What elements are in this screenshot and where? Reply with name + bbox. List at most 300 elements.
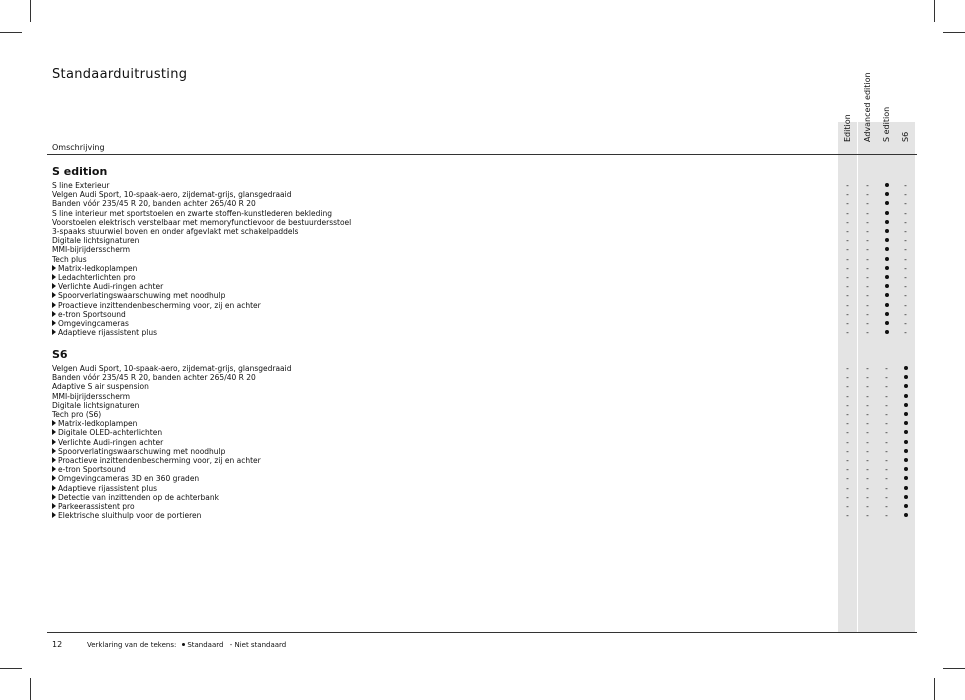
column-header-s6: S6 bbox=[900, 131, 910, 142]
not-standard-mark: - bbox=[866, 437, 869, 447]
bullet-icon bbox=[885, 229, 889, 233]
table-row bbox=[52, 373, 917, 382]
bullet-icon bbox=[885, 293, 889, 297]
bullet-icon bbox=[885, 220, 889, 224]
not-standard-mark: - bbox=[885, 410, 888, 419]
not-standard-mark: - bbox=[866, 328, 869, 338]
bullet-icon bbox=[885, 247, 889, 251]
row-label bbox=[52, 373, 256, 382]
row-label-text: MMI-bijrijdersscherm bbox=[52, 391, 131, 401]
row-label bbox=[52, 291, 225, 300]
row-label-text: Digitale lichtsignaturen bbox=[52, 236, 140, 246]
row-label-text: S line interieur met sportstoelen en zwarte stoffen-kunstlederen bekleding bbox=[52, 208, 332, 218]
not-standard-mark: - bbox=[904, 254, 907, 264]
not-standard-mark: - bbox=[866, 511, 869, 521]
not-standard-mark: - bbox=[866, 199, 869, 209]
triangle-bullet-icon bbox=[52, 457, 56, 463]
bullet-icon bbox=[885, 330, 889, 334]
triangle-bullet-icon bbox=[52, 503, 56, 509]
legend bbox=[87, 641, 286, 649]
not-standard-mark: - bbox=[866, 364, 869, 373]
not-standard-mark: - bbox=[904, 217, 907, 227]
not-standard-mark: - bbox=[866, 446, 869, 456]
not-standard-mark: - bbox=[846, 319, 849, 328]
bullet-icon bbox=[904, 440, 908, 444]
standard-dot-icon bbox=[877, 218, 896, 227]
not-standard-mark: - bbox=[866, 502, 869, 511]
standard-dot-icon bbox=[896, 428, 915, 437]
not-standard-mark: - bbox=[904, 190, 907, 200]
bullet-icon bbox=[885, 284, 889, 288]
standard-dot-icon bbox=[896, 364, 915, 373]
section-title: S6 bbox=[52, 348, 68, 361]
triangle-bullet-icon bbox=[52, 512, 56, 518]
not-standard-mark: - bbox=[846, 300, 849, 310]
row-label-text: MMI-bijrijdersscherm bbox=[52, 245, 131, 255]
not-standard-mark: - bbox=[885, 483, 888, 493]
not-standard-mark: - bbox=[846, 254, 849, 264]
table-row bbox=[52, 474, 917, 483]
not-standard-mark: - bbox=[846, 236, 849, 246]
not-standard-mark: - bbox=[866, 300, 869, 310]
row-label-text: S line Exterieur bbox=[52, 181, 110, 190]
bullet-icon bbox=[904, 366, 908, 370]
standard-dot-icon bbox=[896, 465, 915, 474]
crop-mark bbox=[934, 0, 935, 22]
not-standard-mark: - bbox=[846, 282, 849, 292]
not-standard-mark: - bbox=[904, 309, 907, 319]
not-standard-mark: - bbox=[885, 364, 888, 373]
legend-text: Verklaring van de tekens: bbox=[87, 641, 177, 649]
row-label-text: Spoorverlatingswaarschuwing met noodhulp bbox=[58, 291, 226, 301]
bullet-icon bbox=[904, 421, 908, 425]
bullet-icon bbox=[885, 201, 889, 205]
not-standard-mark: - bbox=[904, 291, 907, 301]
triangle-bullet-icon bbox=[52, 429, 56, 435]
bullet-icon bbox=[904, 504, 908, 508]
row-label bbox=[52, 319, 129, 328]
not-standard-mark: - bbox=[904, 328, 907, 338]
standard-dot-icon bbox=[877, 199, 896, 208]
bullet-icon bbox=[904, 476, 908, 480]
bullet-icon bbox=[904, 403, 908, 407]
bullet-icon bbox=[885, 275, 889, 279]
not-standard-mark: - bbox=[885, 428, 888, 438]
row-label bbox=[52, 273, 136, 282]
row-label bbox=[52, 328, 157, 337]
standard-dot-icon bbox=[896, 447, 915, 456]
description-header: Omschrijving bbox=[52, 143, 105, 152]
row-label-text: Parkeerassistent pro bbox=[58, 502, 135, 511]
triangle-bullet-icon bbox=[52, 274, 56, 280]
row-label bbox=[52, 282, 163, 291]
not-standard-mark: - bbox=[866, 309, 869, 319]
row-label-text: Adaptive S air suspension bbox=[52, 382, 149, 392]
standard-dot-icon bbox=[896, 502, 915, 511]
not-standard-mark: - bbox=[885, 502, 888, 511]
bullet-icon bbox=[904, 513, 908, 517]
not-standard-mark: - bbox=[846, 263, 849, 273]
row-label bbox=[52, 484, 157, 493]
legend-not-standard: - Niet standaard bbox=[229, 641, 287, 649]
triangle-bullet-icon bbox=[52, 283, 56, 289]
not-standard-mark: - bbox=[846, 273, 849, 282]
row-label bbox=[52, 181, 109, 190]
not-standard-mark: - bbox=[846, 419, 849, 429]
standard-dot-icon bbox=[877, 255, 896, 264]
bullet-icon bbox=[885, 266, 889, 270]
column-header-advanced-edition: Advanced edition bbox=[862, 72, 872, 142]
row-label bbox=[52, 456, 261, 465]
standard-dot-icon bbox=[877, 310, 896, 319]
row-label-text: 3-spaaks stuurwiel boven en onder afgevlakt met schakelpaddels bbox=[52, 227, 299, 236]
row-label bbox=[52, 190, 292, 199]
bullet-icon bbox=[904, 394, 908, 398]
standard-dot-icon bbox=[896, 456, 915, 465]
legend-standard: Standaard bbox=[187, 641, 224, 649]
row-label-text: Voorstoelen elektrisch verstelbaar met memoryfunctievoor de bestuurdersstoel bbox=[52, 217, 352, 227]
not-standard-mark: - bbox=[904, 199, 907, 209]
bullet-icon bbox=[904, 458, 908, 462]
bullet-icon bbox=[885, 312, 889, 316]
triangle-bullet-icon bbox=[52, 448, 56, 454]
triangle-bullet-icon bbox=[52, 302, 56, 308]
column-header-edition: Edition bbox=[842, 114, 852, 142]
standard-dot-icon bbox=[877, 319, 896, 328]
standard-dot-icon bbox=[896, 484, 915, 493]
table-row bbox=[52, 310, 917, 319]
table-row bbox=[52, 291, 917, 300]
bullet-icon bbox=[885, 257, 889, 261]
not-standard-mark: - bbox=[846, 208, 849, 218]
not-standard-mark: - bbox=[866, 245, 869, 255]
table-row bbox=[52, 392, 917, 401]
not-standard-mark: - bbox=[904, 236, 907, 246]
standard-dot-icon bbox=[896, 382, 915, 391]
standard-dot-icon bbox=[877, 190, 896, 199]
table-row bbox=[52, 282, 917, 291]
not-standard-mark: - bbox=[846, 428, 849, 438]
row-label bbox=[52, 474, 199, 483]
row-label-text: Detectie van inzittenden op de achterbank bbox=[58, 492, 219, 502]
row-label-text: Ledachterlichten pro bbox=[58, 273, 136, 282]
not-standard-mark: - bbox=[846, 492, 849, 502]
row-label bbox=[52, 364, 292, 373]
not-standard-mark: - bbox=[866, 273, 869, 282]
not-standard-mark: - bbox=[866, 465, 869, 475]
row-label-text: Adaptieve rijassistent plus bbox=[58, 328, 157, 338]
bullet-icon bbox=[885, 211, 889, 215]
not-standard-mark: - bbox=[866, 263, 869, 273]
standard-dot-icon bbox=[896, 511, 915, 520]
row-label bbox=[52, 236, 139, 245]
not-standard-mark: - bbox=[846, 364, 849, 373]
row-label-text: Digitale lichtsignaturen bbox=[52, 400, 140, 410]
not-standard-mark: - bbox=[866, 373, 869, 383]
row-label-text: Omgevingcameras 3D en 360 graden bbox=[58, 474, 200, 484]
row-label bbox=[52, 301, 261, 310]
triangle-bullet-icon bbox=[52, 292, 56, 298]
table-row bbox=[52, 502, 917, 511]
triangle-bullet-icon bbox=[52, 420, 56, 426]
row-label-text: Velgen Audi Sport, 10-spaak-aero, zijdemat-grijs, glansgedraaid bbox=[52, 190, 292, 200]
table-row bbox=[52, 181, 917, 190]
table-row bbox=[52, 484, 917, 493]
bullet-icon bbox=[904, 375, 908, 379]
not-standard-mark: - bbox=[866, 227, 869, 236]
standard-dot-icon bbox=[877, 264, 896, 273]
not-standard-mark: - bbox=[846, 227, 849, 236]
standard-dot-icon bbox=[896, 392, 915, 401]
not-standard-mark: - bbox=[866, 474, 869, 484]
not-standard-mark: - bbox=[846, 291, 849, 301]
standard-dot-icon bbox=[896, 410, 915, 419]
table-row bbox=[52, 382, 917, 391]
row-label bbox=[52, 199, 256, 208]
table-row bbox=[52, 319, 917, 328]
not-standard-mark: - bbox=[846, 474, 849, 484]
table-row bbox=[52, 218, 917, 227]
row-label-text: Proactieve inzittendenbescherming voor, zij en achter bbox=[58, 300, 261, 310]
table-row bbox=[52, 328, 917, 337]
not-standard-mark: - bbox=[846, 199, 849, 209]
row-label bbox=[52, 255, 87, 264]
not-standard-mark: - bbox=[885, 465, 888, 475]
not-standard-mark: - bbox=[904, 263, 907, 273]
crop-mark bbox=[0, 32, 22, 33]
row-label bbox=[52, 218, 351, 227]
standard-dot-icon bbox=[877, 273, 896, 282]
not-standard-mark: - bbox=[866, 410, 869, 419]
row-label-text: e-tron Sportsound bbox=[58, 309, 126, 319]
page-title: Standaarduitrusting bbox=[52, 67, 188, 82]
not-standard-mark: - bbox=[846, 483, 849, 493]
row-label-text: Tech plus bbox=[52, 254, 87, 264]
bullet-icon bbox=[885, 321, 889, 325]
row-label bbox=[52, 419, 137, 428]
table-row bbox=[52, 401, 917, 410]
not-standard-mark: - bbox=[866, 483, 869, 493]
not-standard-mark: - bbox=[904, 181, 907, 190]
triangle-bullet-icon bbox=[52, 485, 56, 491]
bullet-icon bbox=[904, 495, 908, 499]
section-title: S edition bbox=[52, 165, 108, 178]
row-label-text: Adaptieve rijassistent plus bbox=[58, 483, 157, 493]
crop-mark bbox=[0, 668, 22, 669]
standard-dot-icon bbox=[877, 181, 896, 190]
bullet-icon bbox=[182, 643, 185, 646]
not-standard-mark: - bbox=[846, 511, 849, 521]
row-label-text: Digitale OLED-achterlichten bbox=[58, 428, 163, 438]
not-standard-mark: - bbox=[885, 373, 888, 383]
bullet-icon bbox=[885, 192, 889, 196]
standard-dot-icon bbox=[877, 209, 896, 218]
row-label bbox=[52, 447, 225, 456]
crop-mark bbox=[30, 678, 31, 700]
not-standard-mark: - bbox=[866, 391, 869, 401]
table-row bbox=[52, 447, 917, 456]
row-label-text: Banden vóór 235/45 R 20, banden achter 265/40 R 20 bbox=[52, 373, 256, 383]
not-standard-mark: - bbox=[904, 208, 907, 218]
row-label bbox=[52, 401, 139, 410]
bullet-icon bbox=[904, 486, 908, 490]
row-label bbox=[52, 227, 298, 236]
row-label bbox=[52, 264, 137, 273]
standard-dot-icon bbox=[877, 328, 896, 337]
page-number: 12 bbox=[52, 640, 63, 649]
not-standard-mark: - bbox=[846, 382, 849, 392]
not-standard-mark: - bbox=[904, 245, 907, 255]
table-row bbox=[52, 456, 917, 465]
not-standard-mark: - bbox=[846, 217, 849, 227]
not-standard-mark: - bbox=[904, 282, 907, 292]
row-label-text: Banden vóór 235/45 R 20, banden achter 265/40 R 20 bbox=[52, 199, 256, 209]
row-label bbox=[52, 511, 201, 520]
not-standard-mark: - bbox=[885, 511, 888, 521]
not-standard-mark: - bbox=[866, 217, 869, 227]
table-row bbox=[52, 511, 917, 520]
standard-dot-icon bbox=[896, 419, 915, 428]
triangle-bullet-icon bbox=[52, 466, 56, 472]
table-row bbox=[52, 410, 917, 419]
triangle-bullet-icon bbox=[52, 320, 56, 326]
row-label bbox=[52, 493, 219, 502]
row-label bbox=[52, 382, 149, 391]
not-standard-mark: - bbox=[866, 456, 869, 465]
row-label-text: Spoorverlatingswaarschuwing met noodhulp bbox=[58, 446, 226, 456]
not-standard-mark: - bbox=[846, 190, 849, 200]
triangle-bullet-icon bbox=[52, 265, 56, 271]
table-row bbox=[52, 236, 917, 245]
not-standard-mark: - bbox=[846, 456, 849, 465]
not-standard-mark: - bbox=[885, 382, 888, 392]
triangle-bullet-icon bbox=[52, 439, 56, 445]
not-standard-mark: - bbox=[846, 502, 849, 511]
row-label bbox=[52, 465, 126, 474]
standard-dot-icon bbox=[896, 474, 915, 483]
crop-mark bbox=[943, 668, 965, 669]
table-row bbox=[52, 301, 917, 310]
row-label bbox=[52, 209, 332, 218]
bullet-icon bbox=[904, 449, 908, 453]
not-standard-mark: - bbox=[885, 456, 888, 465]
table-row bbox=[52, 428, 917, 437]
not-standard-mark: - bbox=[866, 291, 869, 301]
not-standard-mark: - bbox=[904, 300, 907, 310]
standard-dot-icon bbox=[896, 401, 915, 410]
row-label-text: Elektrische sluithulp voor de portieren bbox=[58, 511, 202, 521]
not-standard-mark: - bbox=[866, 492, 869, 502]
not-standard-mark: - bbox=[866, 400, 869, 410]
bullet-icon bbox=[904, 430, 908, 434]
row-label bbox=[52, 502, 135, 511]
not-standard-mark: - bbox=[866, 282, 869, 292]
table-row bbox=[52, 419, 917, 428]
not-standard-mark: - bbox=[846, 437, 849, 447]
standard-dot-icon bbox=[877, 282, 896, 291]
not-standard-mark: - bbox=[885, 437, 888, 447]
not-standard-mark: - bbox=[866, 254, 869, 264]
standard-dot-icon bbox=[877, 245, 896, 254]
not-standard-mark: - bbox=[885, 419, 888, 429]
table-row bbox=[52, 209, 917, 218]
not-standard-mark: - bbox=[866, 428, 869, 438]
not-standard-mark: - bbox=[846, 465, 849, 475]
not-standard-mark: - bbox=[866, 419, 869, 429]
not-standard-mark: - bbox=[846, 446, 849, 456]
not-standard-mark: - bbox=[866, 181, 869, 190]
not-standard-mark: - bbox=[846, 245, 849, 255]
table-row bbox=[52, 438, 917, 447]
row-label-text: Matrix-ledkoplampen bbox=[58, 263, 138, 273]
table-row bbox=[52, 273, 917, 282]
triangle-bullet-icon bbox=[52, 311, 56, 317]
not-standard-mark: - bbox=[885, 446, 888, 456]
row-label-text: Tech pro (S6) bbox=[52, 410, 102, 419]
row-label-text: Proactieve inzittendenbescherming voor, zij en achter bbox=[58, 456, 261, 465]
crop-mark bbox=[934, 678, 935, 700]
not-standard-mark: - bbox=[866, 382, 869, 392]
standard-dot-icon bbox=[896, 493, 915, 502]
not-standard-mark: - bbox=[846, 373, 849, 383]
row-label-text: e-tron Sportsound bbox=[58, 465, 126, 475]
bullet-icon bbox=[904, 412, 908, 416]
table-row bbox=[52, 199, 917, 208]
table-row bbox=[52, 227, 917, 236]
standard-dot-icon bbox=[877, 227, 896, 236]
row-label-text: Velgen Audi Sport, 10-spaak-aero, zijdemat-grijs, glansgedraaid bbox=[52, 364, 292, 373]
not-standard-mark: - bbox=[846, 400, 849, 410]
row-label-text: Omgevingcameras bbox=[58, 319, 129, 328]
table-row bbox=[52, 245, 917, 254]
row-label bbox=[52, 392, 130, 401]
footer-divider bbox=[47, 632, 917, 633]
row-label bbox=[52, 310, 126, 319]
triangle-bullet-icon bbox=[52, 494, 56, 500]
not-standard-mark: - bbox=[904, 319, 907, 328]
bullet-icon bbox=[904, 467, 908, 471]
standard-dot-icon bbox=[877, 291, 896, 300]
row-label-text: Matrix-ledkoplampen bbox=[58, 419, 138, 429]
not-standard-mark: - bbox=[846, 391, 849, 401]
not-standard-mark: - bbox=[846, 309, 849, 319]
row-label-text: Verlichte Audi-ringen achter bbox=[58, 282, 164, 292]
not-standard-mark: - bbox=[885, 400, 888, 410]
not-standard-mark: - bbox=[904, 227, 907, 236]
row-label bbox=[52, 245, 130, 254]
bullet-icon bbox=[885, 303, 889, 307]
table-row bbox=[52, 364, 917, 373]
standard-dot-icon bbox=[877, 301, 896, 310]
not-standard-mark: - bbox=[866, 208, 869, 218]
not-standard-mark: - bbox=[904, 273, 907, 282]
not-standard-mark: - bbox=[846, 410, 849, 419]
triangle-bullet-icon bbox=[52, 475, 56, 481]
table-row bbox=[52, 190, 917, 199]
not-standard-mark: - bbox=[846, 181, 849, 190]
crop-mark bbox=[943, 32, 965, 33]
row-label-text: Verlichte Audi-ringen achter bbox=[58, 437, 164, 447]
table-row bbox=[52, 264, 917, 273]
crop-mark bbox=[30, 0, 31, 22]
not-standard-mark: - bbox=[885, 474, 888, 484]
bullet-icon bbox=[885, 238, 889, 242]
header-divider bbox=[47, 154, 917, 155]
standard-dot-icon bbox=[896, 373, 915, 382]
table-row bbox=[52, 493, 917, 502]
not-standard-mark: - bbox=[866, 319, 869, 328]
bullet-icon bbox=[904, 384, 908, 388]
